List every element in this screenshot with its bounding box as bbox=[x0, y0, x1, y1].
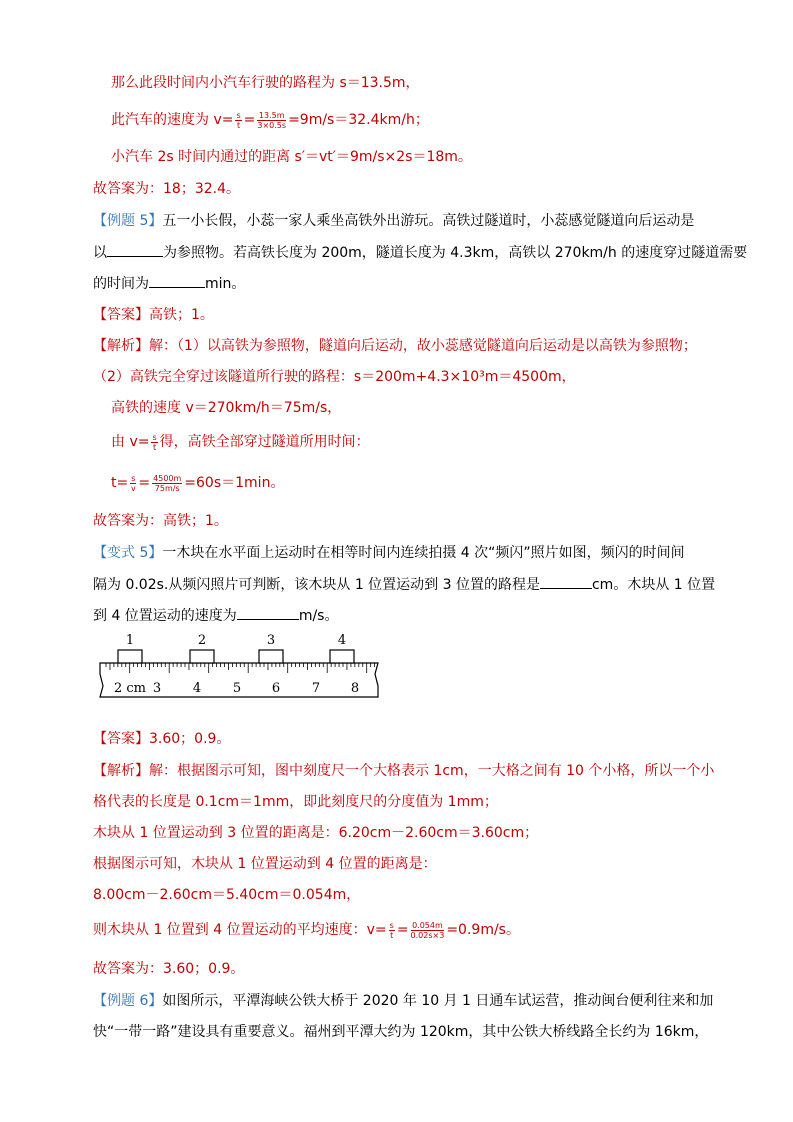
analysis-line: 根据图示可知，木块从 1 位置运动到 4 位置的距离是： bbox=[93, 856, 437, 872]
fraction: $\frac{13.5m}{3\times 0.5s}$ bbox=[257, 110, 287, 130]
answer-blank bbox=[540, 574, 592, 589]
tick-label: 7 bbox=[311, 681, 321, 696]
position-label: 2 bbox=[197, 633, 207, 648]
fraction: $\frac{0.054m}{0.02s\times 3}$ bbox=[410, 920, 445, 940]
analysis-line: 则木块从 1 位置到 4 位置运动的平均速度：v= $\frac{s}{t}$ = $\frac{0.054m}{0.02s\times 3}$ =0.9m/s。 bbox=[93, 920, 520, 940]
block-4 bbox=[330, 650, 354, 663]
answer-line: 【答案】高铁；1。 bbox=[93, 307, 214, 323]
position-label: 3 bbox=[266, 633, 276, 648]
question-line: 【例题 5】五一小长假，小蕊一家人乘坐高铁外出游玩。高铁过隧道时，小蕊感觉隧道向后运动是 bbox=[93, 213, 695, 229]
fraction: $\frac{4500m}{75m/s}$ bbox=[153, 473, 182, 493]
answer-blank bbox=[149, 273, 205, 288]
analysis-line: 8.00cm－2.60cm＝5.40cm＝0.054m， bbox=[93, 887, 361, 903]
ruler-diagram bbox=[92, 628, 387, 702]
tick-label: 8 bbox=[350, 681, 360, 696]
analysis-line: t= $\frac{s}{v}$ = $\frac{4500m}{75m/s}$ =60s＝1min。 bbox=[111, 473, 285, 493]
question-line: 【变式 5】一木块在水平面上运动时在相等时间内连续拍摄 4 次“频闪”照片如图，频闪的时间间 bbox=[93, 545, 685, 561]
example-tag: 【例题 5】 bbox=[93, 213, 163, 229]
tick-label: 3 bbox=[152, 681, 162, 696]
fraction: $\frac{s}{v}$ bbox=[130, 473, 136, 493]
fraction: $\frac{s}{t}$ bbox=[152, 432, 157, 452]
block-2 bbox=[190, 650, 214, 663]
analysis-line: 【解析】解：根据图示可知，图中刻度尺一个大格表示 1cm，一大格之间有 10 个小格，所以一个小 bbox=[93, 763, 715, 779]
position-label: 1 bbox=[125, 633, 135, 648]
text-line: 故答案为：18；32.4。 bbox=[93, 181, 240, 197]
variant-tag: 【变式 5】 bbox=[93, 545, 163, 561]
block-3 bbox=[259, 650, 283, 663]
tick-label: 2 cm bbox=[113, 681, 147, 696]
question-line: 以 为参照物。若高铁长度为 200m，隧道长度为 4.3km，高铁以 270km/h 的速度穿过隧道需要 bbox=[93, 242, 747, 263]
analysis-line: 木块从 1 位置运动到 3 位置的距离是：6.20cm－2.60cm＝3.60cm； bbox=[93, 825, 539, 841]
question-line: 隔为 0.02s.从频闪照片可判断，该木块从 1 位置运动到 3 位置的路程是 cm。木块从 1 位置 bbox=[93, 574, 715, 595]
question-line: 的时间为 min。 bbox=[93, 273, 245, 294]
tick-label: 6 bbox=[271, 681, 281, 696]
analysis-line: 由 v= $\frac{s}{t}$ 得，高铁全部穿过隧道所用时间： bbox=[111, 432, 370, 452]
fraction: $\frac{s}{t}$ bbox=[236, 110, 241, 130]
answer-blank bbox=[237, 605, 299, 620]
question-line: 到 4 位置运动的速度为 m/s。 bbox=[93, 605, 338, 626]
text-line: 故答案为：3.60；0.9。 bbox=[93, 961, 245, 977]
text-line: 故答案为：高铁；1。 bbox=[93, 513, 228, 529]
question-line: 快“一带一路”建设具有重要意义。福州到平潭大约为 120km，其中公铁大桥线路全长约为 16km， bbox=[93, 1024, 709, 1040]
analysis-line: （2）高铁完全穿过该隧道所行驶的路程：s＝200m+4.3×10³m＝4500m， bbox=[93, 369, 576, 385]
text-line: 此汽车的速度为 v= $\frac{s}{t}$ = $\frac{13.5m}{3\times 0.5s}$ =9m/s＝32.4km/h； bbox=[111, 110, 429, 130]
fraction: $\frac{s}{t}$ bbox=[389, 920, 394, 940]
question-line: 【例题 6】如图所示，平潭海峡公铁大桥于 2020 年 10 月 1 日通车试运营，推动闽台便利往来和加 bbox=[93, 993, 714, 1009]
block-1 bbox=[118, 650, 142, 663]
analysis-line: 高铁的速度 v＝270km/h＝75m/s， bbox=[111, 400, 342, 416]
text-line: 小汽车 2s 时间内通过的距离 s′＝vt′＝9m/s×2s＝18m。 bbox=[111, 149, 472, 165]
tick-label: 5 bbox=[232, 681, 242, 696]
answer-blank bbox=[107, 242, 163, 257]
text-line: 那么此段时间内小汽车行驶的路程为 s＝13.5m， bbox=[111, 75, 420, 91]
position-label: 4 bbox=[337, 633, 347, 648]
example-tag: 【例题 6】 bbox=[93, 993, 163, 1009]
analysis-line: 格代表的长度是 0.1cm＝1mm，即此刻度尺的分度值为 1mm； bbox=[93, 794, 498, 810]
tick-label: 4 bbox=[192, 681, 202, 696]
analysis-line: 【解析】解：（1）以高铁为参照物，隧道向后运动，故小蕊感觉隧道向后运动是以高铁为参照物； bbox=[93, 338, 697, 354]
answer-line: 【答案】3.60；0.9。 bbox=[93, 731, 231, 747]
